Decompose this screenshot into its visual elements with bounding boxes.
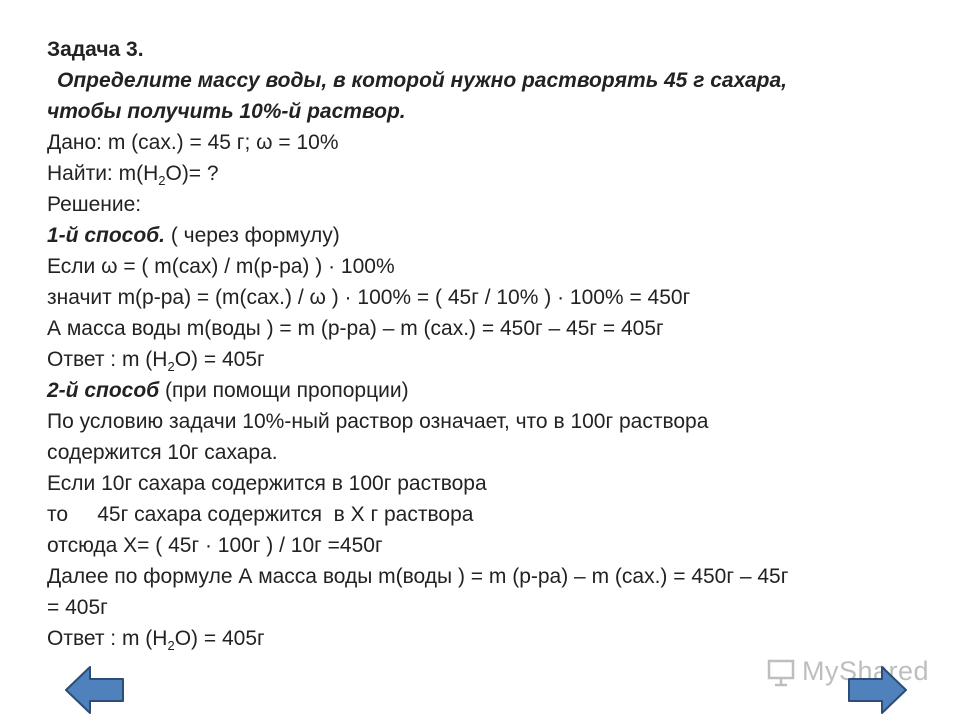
watermark-text: MyShared: [802, 656, 930, 686]
solution-label: Решение:: [47, 193, 142, 216]
method2-further-line-2: = 405г: [47, 596, 108, 619]
method2-hence-line: отсюда Х= ( 45г · 100г ) / 10г =450г: [47, 534, 383, 557]
answer-text-end: O) = 405г: [174, 348, 265, 371]
arrow-right-icon: [846, 664, 908, 716]
method2-to-line: то 45г сахара содержится в Х г раствора: [47, 503, 474, 526]
task-title: Задача 3.: [47, 38, 144, 61]
back-button[interactable]: [64, 664, 126, 716]
method2-answer: [47, 623, 927, 654]
arrow-left-icon: [64, 664, 126, 716]
given-line: Дано: m (сах.) = 45 г; ω = 10%: [47, 131, 339, 154]
answer-subscript: 2: [167, 359, 175, 375]
answer-subscript: 2: [167, 638, 175, 654]
method1-label: 1-й способ.: [47, 224, 166, 247]
task-statement-line-2: чтобы получить 10%-й раствор.: [47, 100, 406, 123]
find-subscript: 2: [158, 173, 166, 189]
method1-if-line: Если ω = ( m(сах) / m(р-ра) ) · 100%: [47, 255, 395, 278]
method2-further-line-1: Далее по формуле А масса воды m(воды ) = m (р-ра) – m (сах.) = 450г – 45г: [47, 565, 789, 588]
slide-content: [47, 34, 927, 654]
method1-heading: [47, 220, 927, 251]
method2-note: (при помощи пропорции): [159, 379, 409, 402]
method2-heading: [47, 375, 927, 406]
method2-label: 2-й способ: [47, 379, 160, 402]
find-text: Найти: m(H: [47, 162, 159, 185]
answer-text-end: O) = 405г: [174, 627, 265, 650]
method2-condition-line-1: По условию задачи 10%-ный раствор означает, что в 100г раствора: [47, 410, 709, 433]
answer-text: Ответ : m (H: [47, 627, 168, 650]
task-statement-line-1: Определите массу воды, в которой нужно растворять 45 г сахара,: [57, 69, 788, 92]
method1-answer: [47, 344, 927, 375]
method2-if-line: Если 10г сахара содержится в 100г раствора: [47, 472, 487, 495]
method2-condition-line-2: содержится 10г сахара.: [47, 441, 278, 464]
presentation-icon: [766, 657, 796, 687]
find-line: [47, 158, 927, 189]
method1-note: ( через формулу): [165, 224, 340, 247]
forward-button[interactable]: [846, 664, 908, 716]
find-text-end: O)= ?: [165, 162, 219, 185]
answer-text: Ответ : m (H: [47, 348, 168, 371]
method1-water-line: А масса воды m(воды ) = m (р-ра) – m (сах.) = 450г – 45г = 405г: [47, 317, 664, 340]
method1-then-line: значит m(р-ра) = (m(сах.) / ω ) · 100% = ( 45г / 10% ) · 100% = 450г: [47, 286, 691, 309]
